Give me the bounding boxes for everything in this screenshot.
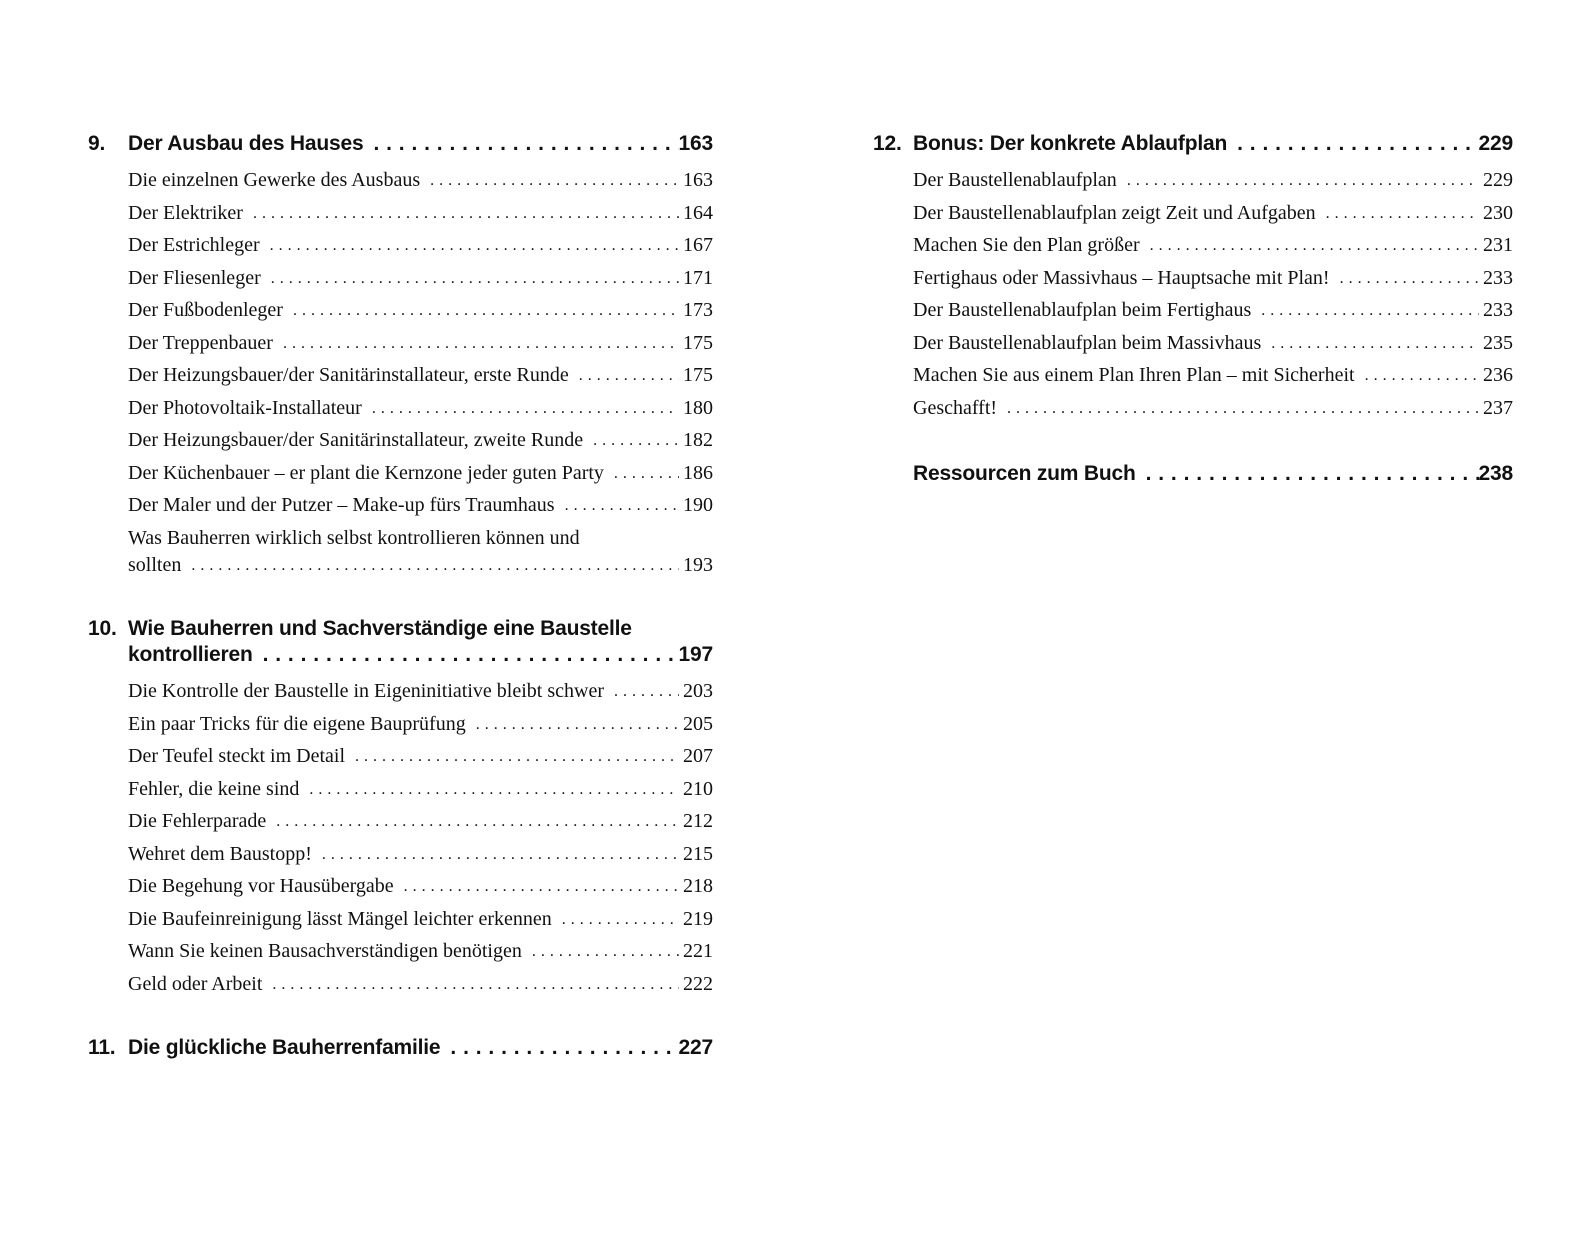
resources-title: Ressourcen zum Buch xyxy=(913,462,1136,485)
dot-leader xyxy=(565,492,679,519)
toc-entry[interactable] xyxy=(128,711,713,738)
entry-title: Der Fliesenleger xyxy=(128,266,261,289)
entry-title: Der Fußbodenleger xyxy=(128,299,283,321)
entry-page-number: 230 xyxy=(1483,201,1513,224)
toc-chapter-heading[interactable] xyxy=(873,131,1513,157)
dot-leader xyxy=(372,395,679,422)
entry-title: Der Maler und der Putzer – Make-up fürs Traumhaus xyxy=(128,494,555,516)
dot-leader xyxy=(293,297,679,324)
chapter-number: 9. xyxy=(88,132,106,155)
toc-entry[interactable] xyxy=(913,362,1513,389)
toc-chapter-heading[interactable] xyxy=(88,131,713,157)
chapter-title-continued: kontrollieren xyxy=(128,643,253,666)
toc-entry[interactable] xyxy=(128,678,713,705)
dot-leader xyxy=(283,330,679,357)
chapter-title: Der Ausbau des Hauses xyxy=(128,132,364,155)
toc-right-column xyxy=(873,131,1513,487)
entry-title: Wann Sie keinen Bausachverständigen benötigen xyxy=(128,940,522,962)
entry-title-continued: sollten xyxy=(128,553,182,576)
toc-entry[interactable] xyxy=(128,776,713,803)
dot-leader xyxy=(270,232,679,259)
entry-page-number: 171 xyxy=(683,266,713,289)
chapter-number: 12. xyxy=(873,132,902,155)
toc-entry[interactable] xyxy=(913,200,1513,227)
entry-page-number: 193 xyxy=(683,553,713,576)
entry-title: Der Estrichleger xyxy=(128,234,260,256)
chapter-title: Bonus: Der konkrete Ablaufplan xyxy=(913,132,1228,155)
entry-title: Der Heizungsbauer/der Sanitärinstallateur, erste Runde xyxy=(128,364,569,386)
entry-page-number: 175 xyxy=(683,364,713,386)
dot-leader xyxy=(322,841,679,868)
entry-title: Ein paar Tricks für die eigene Bauprüfung xyxy=(128,712,466,735)
entry-title: Geschafft! xyxy=(913,396,998,419)
entry-title: Die Fehlerparade xyxy=(128,810,267,832)
toc-entry[interactable] xyxy=(913,330,1513,357)
toc-entry[interactable] xyxy=(128,492,713,519)
dot-leader xyxy=(593,427,679,454)
chapter-title: Wie Bauherren und Sachverständige eine Baustelle xyxy=(128,617,632,640)
entry-page-number: 233 xyxy=(1483,266,1513,289)
entry-page-number: 164 xyxy=(683,201,713,224)
toc-entry[interactable] xyxy=(128,938,713,965)
dot-leader xyxy=(276,808,679,835)
dot-leader xyxy=(562,906,679,933)
entry-page-number: 231 xyxy=(1483,234,1513,256)
entry-title: Der Treppenbauer xyxy=(128,331,273,354)
entry-page-number: 190 xyxy=(683,494,713,516)
toc-entry[interactable] xyxy=(128,200,713,227)
toc-entry[interactable] xyxy=(913,395,1513,422)
toc-entry[interactable] xyxy=(128,330,713,357)
dot-leader xyxy=(309,776,679,803)
toc-entry[interactable] xyxy=(128,427,713,454)
entry-title: Machen Sie aus einem Plan Ihren Plan – mit Sicherheit xyxy=(913,364,1355,386)
entry-title: Geld oder Arbeit xyxy=(128,972,263,995)
entry-page-number: 203 xyxy=(683,680,713,702)
dot-leader xyxy=(191,552,679,579)
entry-page-number: 212 xyxy=(683,810,713,832)
toc-entry[interactable] xyxy=(128,525,713,579)
toc-entry[interactable] xyxy=(128,297,713,324)
entry-title: Die Baufeinreinigung lässt Mängel leichter erkennen xyxy=(128,907,552,930)
entry-title: Die Begehung vor Hausübergabe xyxy=(128,875,394,897)
toc-entry[interactable] xyxy=(913,167,1513,194)
dot-leader xyxy=(271,265,679,292)
dot-leader xyxy=(1007,395,1479,422)
entry-page-number: 207 xyxy=(683,745,713,767)
entry-title: Wehret dem Baustopp! xyxy=(128,842,312,865)
toc-entry[interactable] xyxy=(128,362,713,389)
toc-entry[interactable] xyxy=(128,873,713,900)
chapter-number: 10. xyxy=(88,617,117,640)
toc-entry[interactable] xyxy=(128,460,713,487)
entry-title: Was Bauherren wirklich selbst kontrollieren können und xyxy=(128,526,580,549)
toc-entry-list xyxy=(128,678,713,998)
dot-leader xyxy=(1326,200,1479,227)
dot-leader xyxy=(263,642,679,668)
toc-entry[interactable] xyxy=(128,841,713,868)
entry-title: Die einzelnen Gewerke des Ausbaus xyxy=(128,169,421,191)
toc-entry[interactable] xyxy=(128,167,713,194)
dot-leader xyxy=(579,362,679,389)
entry-title: Der Heizungsbauer/der Sanitärinstallateur, zweite Runde xyxy=(128,429,584,451)
entry-page-number: 182 xyxy=(683,429,713,451)
dot-leader xyxy=(1237,131,1478,157)
dot-leader xyxy=(373,131,678,157)
dot-leader xyxy=(272,971,679,998)
toc-entry[interactable] xyxy=(128,906,713,933)
resources-page-number: 238 xyxy=(1478,462,1513,485)
chapter-number: 11. xyxy=(88,1036,116,1059)
toc-entry[interactable] xyxy=(128,808,713,835)
toc-chapter-heading[interactable] xyxy=(88,616,713,668)
dot-leader xyxy=(404,873,679,900)
dot-leader xyxy=(430,167,679,194)
entry-page-number: 218 xyxy=(683,875,713,897)
dot-leader xyxy=(614,460,679,487)
chapter-page-number: 227 xyxy=(678,1036,713,1059)
toc-entry-list xyxy=(128,167,713,579)
entry-page-number: 215 xyxy=(683,842,713,865)
entry-title: Fehler, die keine sind xyxy=(128,777,300,800)
dot-leader xyxy=(1150,232,1479,259)
dot-leader xyxy=(1271,330,1479,357)
dot-leader xyxy=(253,200,679,227)
toc-entry[interactable] xyxy=(913,232,1513,259)
entry-page-number: 175 xyxy=(683,331,713,354)
dot-leader xyxy=(1127,167,1479,194)
toc-resources-heading[interactable] xyxy=(913,461,1513,487)
entry-page-number: 236 xyxy=(1483,364,1513,386)
chapter-page-number: 163 xyxy=(678,132,713,155)
entry-title: Der Elektriker xyxy=(128,201,243,224)
dot-leader xyxy=(1146,461,1479,487)
entry-title: Die Kontrolle der Baustelle in Eigeninitiative bleibt schwer xyxy=(128,680,604,702)
dot-leader xyxy=(614,678,679,705)
entry-page-number: 205 xyxy=(683,712,713,735)
entry-title: Der Küchenbauer – er plant die Kernzone jeder guten Party xyxy=(128,461,604,484)
toc-entry-list xyxy=(913,167,1513,422)
entry-title: Der Baustellenablaufplan xyxy=(913,169,1117,191)
entry-page-number: 233 xyxy=(1483,299,1513,321)
dot-leader xyxy=(476,711,679,738)
entry-title: Der Baustellenablaufplan beim Fertighaus xyxy=(913,299,1252,321)
entry-page-number: 186 xyxy=(683,461,713,484)
dot-leader xyxy=(1261,297,1479,324)
dot-leader xyxy=(1340,265,1479,292)
toc-entry[interactable] xyxy=(128,265,713,292)
chapter-page-number: 197 xyxy=(678,643,713,666)
toc-entry[interactable] xyxy=(128,232,713,259)
entry-page-number: 237 xyxy=(1483,396,1513,419)
toc-chapter-heading[interactable] xyxy=(88,1035,713,1061)
toc-entry[interactable] xyxy=(128,743,713,770)
toc-entry[interactable] xyxy=(913,265,1513,292)
toc-entry[interactable] xyxy=(128,395,713,422)
toc-left-column xyxy=(88,131,713,1061)
entry-page-number: 173 xyxy=(683,299,713,321)
entry-title: Der Baustellenablaufplan zeigt Zeit und Aufgaben xyxy=(913,201,1316,224)
entry-page-number: 221 xyxy=(683,940,713,962)
toc-entry[interactable] xyxy=(913,297,1513,324)
entry-page-number: 222 xyxy=(683,972,713,995)
entry-page-number: 235 xyxy=(1483,331,1513,354)
entry-page-number: 210 xyxy=(683,777,713,800)
chapter-page-number: 229 xyxy=(1478,132,1513,155)
entry-title: Fertighaus oder Massivhaus – Hauptsache mit Plan! xyxy=(913,266,1330,289)
dot-leader xyxy=(450,1035,678,1061)
entry-title: Der Photovoltaik-Installateur xyxy=(128,396,362,419)
entry-page-number: 180 xyxy=(683,396,713,419)
entry-title: Der Baustellenablaufplan beim Massivhaus xyxy=(913,331,1262,354)
entry-title: Der Teufel steckt im Detail xyxy=(128,745,346,767)
entry-page-number: 163 xyxy=(683,169,713,191)
dot-leader xyxy=(355,743,679,770)
dot-leader xyxy=(1365,362,1479,389)
entry-page-number: 167 xyxy=(683,234,713,256)
entry-page-number: 229 xyxy=(1483,169,1513,191)
dot-leader xyxy=(532,938,679,965)
chapter-title: Die glückliche Bauherrenfamilie xyxy=(128,1036,441,1059)
entry-title: Machen Sie den Plan größer xyxy=(913,234,1140,256)
toc-entry[interactable] xyxy=(128,971,713,998)
entry-page-number: 219 xyxy=(683,907,713,930)
